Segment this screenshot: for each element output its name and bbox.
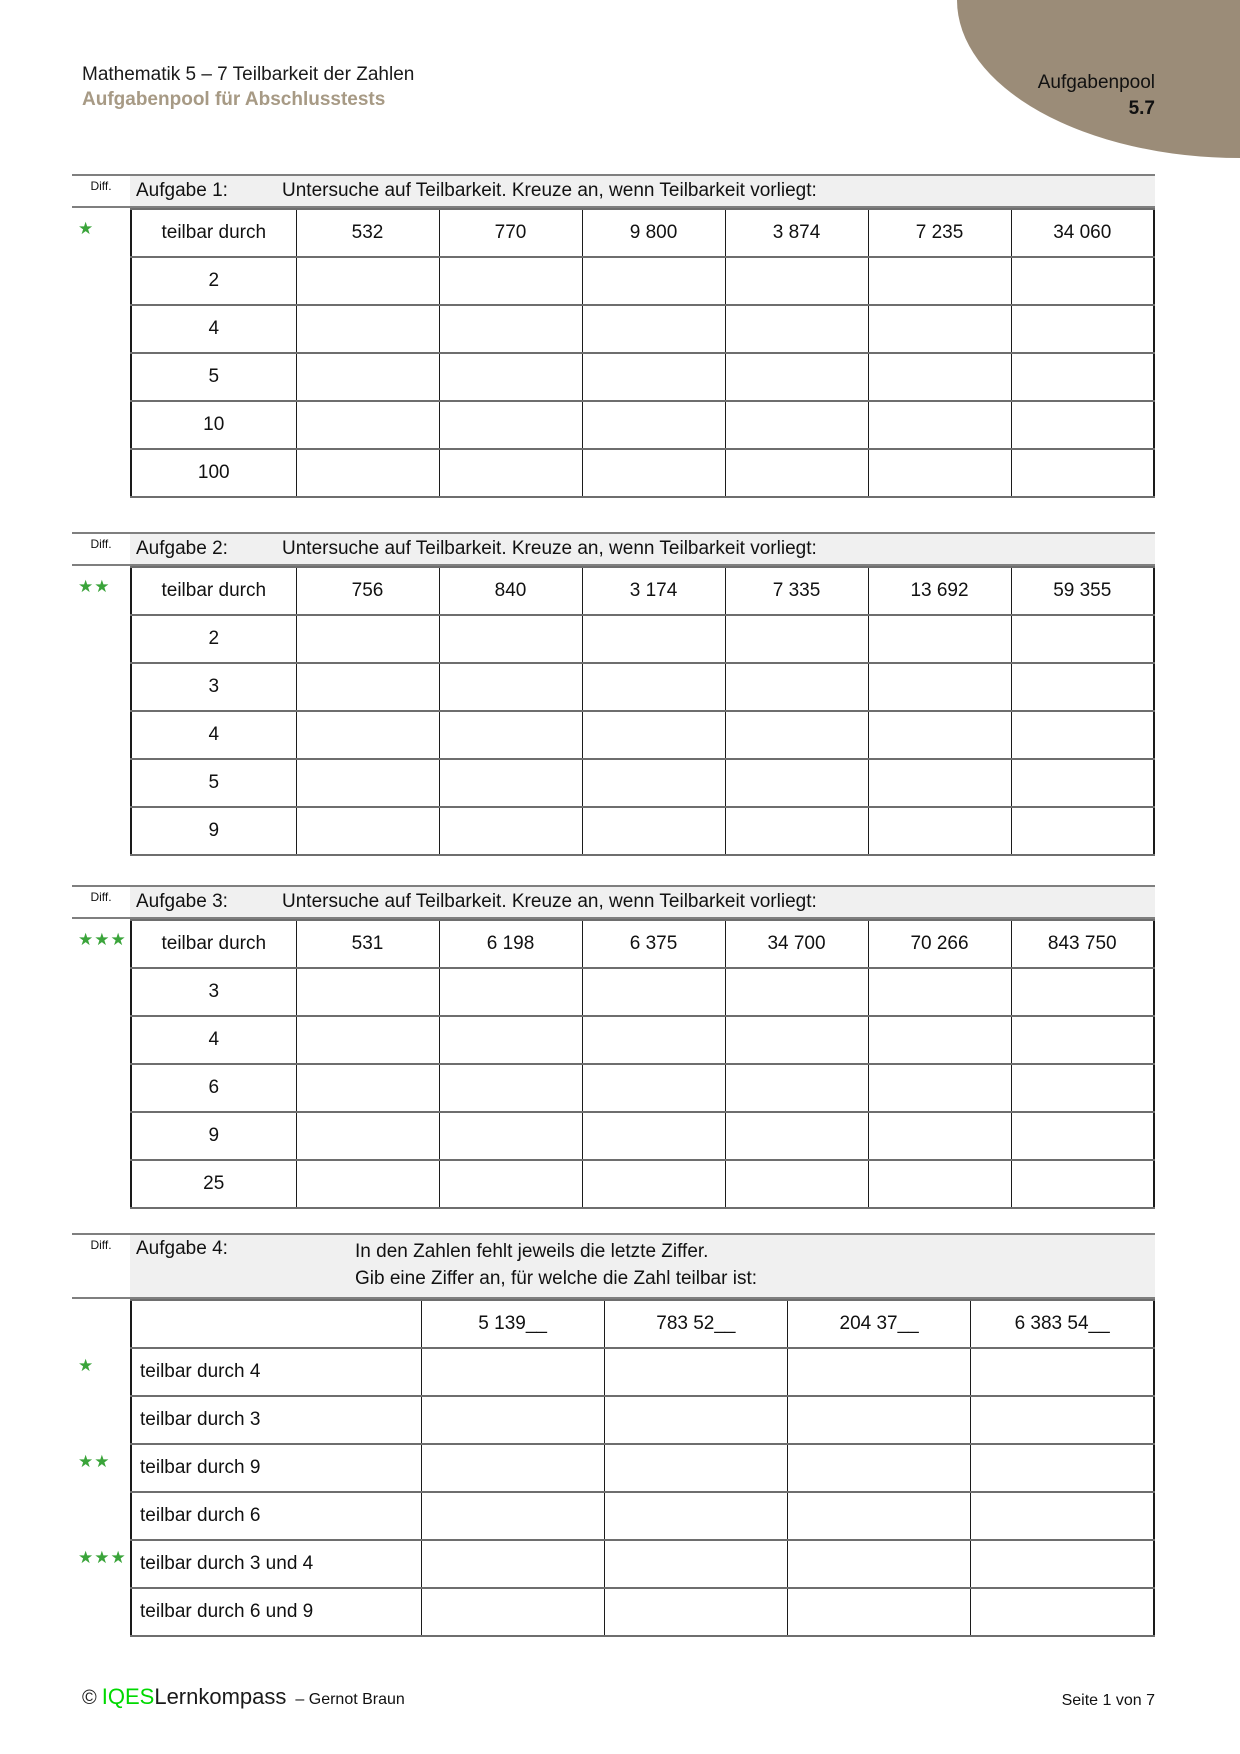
answer-cell — [971, 1444, 1154, 1492]
task-instruction — [355, 1238, 757, 1292]
number-header-cell: 59 355 — [1011, 567, 1154, 615]
number-header-cell: 783 52__ — [604, 1300, 787, 1348]
answer-cell — [296, 401, 439, 449]
answer-cell — [971, 1396, 1154, 1444]
answer-cell — [296, 663, 439, 711]
answer-cell — [439, 1160, 582, 1208]
answer-cell — [1011, 257, 1154, 305]
answer-cell — [296, 449, 439, 497]
diff-label: Diff. — [72, 887, 130, 917]
answer-cell — [439, 1064, 582, 1112]
answer-cell — [582, 257, 725, 305]
divisor-cell: 5 — [131, 759, 296, 807]
answer-cell — [725, 1112, 868, 1160]
answer-cell — [1011, 449, 1154, 497]
difficulty-stars: ★ — [78, 1356, 95, 1375]
answer-cell — [868, 711, 1011, 759]
page-title: Mathematik 5 – 7 Teilbarkeit der Zahlen — [82, 64, 415, 85]
divisor-cell: 2 — [131, 257, 296, 305]
row-label-cell: teilbar durch 9 — [131, 1444, 421, 1492]
answer-cell — [868, 807, 1011, 855]
number-header-cell: 6 383 54__ — [971, 1300, 1154, 1348]
task-1-header-band — [72, 174, 1155, 208]
answer-cell — [439, 711, 582, 759]
answer-cell — [296, 305, 439, 353]
diff-label: Diff. — [72, 1235, 130, 1297]
answer-cell — [788, 1396, 971, 1444]
answer-cell — [868, 1064, 1011, 1112]
row-label-cell: teilbar durch 3 und 4 — [131, 1540, 421, 1588]
difficulty-gutter — [72, 208, 130, 498]
answer-cell — [725, 759, 868, 807]
number-header-cell: 840 — [439, 567, 582, 615]
answer-cell — [439, 759, 582, 807]
divisor-cell: 4 — [131, 1016, 296, 1064]
answer-cell — [1011, 305, 1154, 353]
difficulty-stars: ★★★ — [78, 930, 127, 949]
answer-cell — [439, 1112, 582, 1160]
divisor-cell: 10 — [131, 401, 296, 449]
answer-cell — [725, 1064, 868, 1112]
answer-cell — [604, 1396, 787, 1444]
task-4-header-band — [72, 1233, 1155, 1299]
divisor-cell: 3 — [131, 663, 296, 711]
task-instruction: Untersuche auf Teilbarkeit. Kreuze an, wenn Teilbarkeit vorliegt: — [282, 538, 817, 559]
task-1-section — [72, 174, 1155, 498]
number-header-cell: 70 266 — [868, 920, 1011, 968]
difficulty-gutter — [72, 919, 130, 1209]
answer-cell — [296, 711, 439, 759]
answer-cell — [296, 1112, 439, 1160]
divisor-cell: 9 — [131, 807, 296, 855]
task-instruction: Untersuche auf Teilbarkeit. Kreuze an, wenn Teilbarkeit vorliegt: — [282, 891, 817, 912]
answer-cell — [1011, 968, 1154, 1016]
answer-cell — [788, 1588, 971, 1636]
answer-cell — [296, 1160, 439, 1208]
row-header-cell: teilbar durch — [131, 920, 296, 968]
row-label-cell: teilbar durch 3 — [131, 1396, 421, 1444]
answer-cell — [296, 615, 439, 663]
answer-cell — [1011, 615, 1154, 663]
brand-lernkompass: Lernkompass — [154, 1684, 287, 1709]
divisor-cell: 4 — [131, 305, 296, 353]
task-2-section — [72, 532, 1155, 856]
answer-cell — [421, 1444, 604, 1492]
answer-cell — [868, 353, 1011, 401]
divisor-cell: 6 — [131, 1064, 296, 1112]
corner-text — [1038, 70, 1155, 122]
corner-label: Aufgabenpool — [1037, 72, 1155, 93]
divisor-cell: 5 — [131, 353, 296, 401]
number-header-cell: 7 235 — [868, 209, 1011, 257]
answer-cell — [604, 1492, 787, 1540]
answer-cell — [582, 711, 725, 759]
answer-cell — [604, 1540, 787, 1588]
page-subtitle: Aufgabenpool für Abschlusstests — [82, 89, 386, 110]
task-4-section — [72, 1233, 1155, 1637]
answer-cell — [725, 711, 868, 759]
aufgabe-3-table — [130, 919, 1155, 1209]
answer-cell — [1011, 663, 1154, 711]
answer-cell — [868, 449, 1011, 497]
task-2-header-band — [72, 532, 1155, 566]
number-header-cell: 6 375 — [582, 920, 725, 968]
number-header-cell: 3 874 — [725, 209, 868, 257]
number-header-cell: 34 060 — [1011, 209, 1154, 257]
answer-cell — [421, 1396, 604, 1444]
task-3-header-band — [72, 885, 1155, 919]
number-header-cell: 3 174 — [582, 567, 725, 615]
copyright-icon: © — [82, 1687, 97, 1709]
answer-cell — [725, 353, 868, 401]
answer-cell — [725, 1160, 868, 1208]
answer-cell — [582, 1064, 725, 1112]
answer-cell — [725, 807, 868, 855]
answer-cell — [725, 615, 868, 663]
number-header-cell: 531 — [296, 920, 439, 968]
answer-cell — [868, 968, 1011, 1016]
answer-cell — [582, 449, 725, 497]
answer-cell — [439, 449, 582, 497]
answer-cell — [868, 1112, 1011, 1160]
number-header-cell: 34 700 — [725, 920, 868, 968]
answer-cell — [868, 257, 1011, 305]
number-header-cell: 532 — [296, 209, 439, 257]
answer-cell — [971, 1540, 1154, 1588]
answer-cell — [439, 1016, 582, 1064]
answer-cell — [439, 615, 582, 663]
answer-cell — [868, 1160, 1011, 1208]
number-header-cell: 9 800 — [582, 209, 725, 257]
answer-cell — [582, 353, 725, 401]
divisor-cell: 25 — [131, 1160, 296, 1208]
answer-cell — [725, 449, 868, 497]
page-number: Seite 1 von 7 — [1061, 1692, 1155, 1709]
answer-cell — [582, 1112, 725, 1160]
answer-cell — [439, 807, 582, 855]
answer-cell — [971, 1588, 1154, 1636]
answer-cell — [604, 1348, 787, 1396]
answer-cell — [1011, 1160, 1154, 1208]
answer-cell — [1011, 711, 1154, 759]
answer-cell — [296, 1064, 439, 1112]
author-name: – Gernot Braun — [295, 1691, 405, 1708]
difficulty-stars: ★ — [78, 219, 95, 238]
diff-label: Diff. — [72, 176, 130, 206]
answer-cell — [604, 1588, 787, 1636]
answer-cell — [725, 401, 868, 449]
answer-cell — [296, 1016, 439, 1064]
answer-cell — [421, 1588, 604, 1636]
task-3-section — [72, 885, 1155, 1209]
answer-cell — [439, 401, 582, 449]
number-header-cell: 204 37__ — [788, 1300, 971, 1348]
number-header-cell: 770 — [439, 209, 582, 257]
task-instruction: Untersuche auf Teilbarkeit. Kreuze an, wenn Teilbarkeit vorliegt: — [282, 180, 817, 201]
difficulty-stars: ★★ — [78, 1452, 111, 1471]
answer-cell — [421, 1492, 604, 1540]
divisor-cell: 100 — [131, 449, 296, 497]
answer-cell — [725, 1016, 868, 1064]
answer-cell — [1011, 1016, 1154, 1064]
answer-cell — [582, 401, 725, 449]
aufgabe-2-table — [130, 566, 1155, 856]
answer-cell — [582, 1160, 725, 1208]
aufgabe-1-table — [130, 208, 1155, 498]
answer-cell — [971, 1348, 1154, 1396]
answer-cell — [868, 401, 1011, 449]
answer-cell — [439, 353, 582, 401]
answer-cell — [868, 305, 1011, 353]
answer-cell — [725, 305, 868, 353]
answer-cell — [1011, 353, 1154, 401]
answer-cell — [868, 1016, 1011, 1064]
empty-corner-cell — [131, 1300, 421, 1348]
answer-cell — [439, 305, 582, 353]
answer-cell — [1011, 759, 1154, 807]
task-instruction-line-2: Gib eine Ziffer an, für welche die Zahl teilbar ist: — [355, 1268, 758, 1289]
aufgabe-4-table — [130, 1299, 1155, 1637]
answer-cell — [1011, 1064, 1154, 1112]
difficulty-gutter — [72, 1299, 130, 1637]
answer-cell — [788, 1348, 971, 1396]
answer-cell — [788, 1492, 971, 1540]
answer-cell — [788, 1540, 971, 1588]
number-header-cell: 843 750 — [1011, 920, 1154, 968]
answer-cell — [296, 807, 439, 855]
divisor-cell: 9 — [131, 1112, 296, 1160]
answer-cell — [788, 1444, 971, 1492]
answer-cell — [296, 353, 439, 401]
answer-cell — [971, 1492, 1154, 1540]
difficulty-stars: ★★ — [78, 577, 111, 596]
divisor-cell: 2 — [131, 615, 296, 663]
answer-cell — [296, 968, 439, 1016]
row-label-cell: teilbar durch 4 — [131, 1348, 421, 1396]
row-header-cell: teilbar durch — [131, 567, 296, 615]
difficulty-gutter — [72, 566, 130, 856]
task-label: Aufgabe 2: — [136, 538, 228, 559]
answer-cell — [582, 759, 725, 807]
task-label: Aufgabe 1: — [136, 180, 228, 201]
page-footer — [82, 1684, 1155, 1710]
divisor-cell: 4 — [131, 711, 296, 759]
answer-cell — [868, 615, 1011, 663]
answer-cell — [439, 663, 582, 711]
diff-label: Diff. — [72, 534, 130, 564]
answer-cell — [1011, 401, 1154, 449]
number-header-cell: 5 139__ — [421, 1300, 604, 1348]
row-label-cell: teilbar durch 6 — [131, 1492, 421, 1540]
answer-cell — [582, 305, 725, 353]
answer-cell — [725, 968, 868, 1016]
answer-cell — [1011, 807, 1154, 855]
answer-cell — [1011, 1112, 1154, 1160]
answer-cell — [421, 1348, 604, 1396]
number-header-cell: 6 198 — [439, 920, 582, 968]
answer-cell — [439, 968, 582, 1016]
number-header-cell: 756 — [296, 567, 439, 615]
difficulty-stars: ★★★ — [78, 1548, 127, 1567]
doc-header — [82, 62, 414, 112]
answer-cell — [582, 615, 725, 663]
brand-iqes: IQES — [101, 1684, 155, 1709]
answer-cell — [439, 257, 582, 305]
answer-cell — [604, 1444, 787, 1492]
answer-cell — [725, 257, 868, 305]
answer-cell — [296, 257, 439, 305]
answer-cell — [421, 1540, 604, 1588]
answer-cell — [582, 807, 725, 855]
brand-logo — [82, 1684, 405, 1710]
answer-cell — [582, 1016, 725, 1064]
answer-cell — [582, 663, 725, 711]
answer-cell — [868, 759, 1011, 807]
task-instruction-line-1: In den Zahlen fehlt jeweils die letzte Ziffer. — [355, 1241, 709, 1262]
task-label: Aufgabe 3: — [136, 891, 228, 912]
task-label: Aufgabe 4: — [136, 1238, 228, 1259]
row-label-cell: teilbar durch 6 und 9 — [131, 1588, 421, 1636]
number-header-cell: 13 692 — [868, 567, 1011, 615]
answer-cell — [868, 663, 1011, 711]
row-header-cell: teilbar durch — [131, 209, 296, 257]
corner-number: 5.7 — [1128, 98, 1155, 119]
answer-cell — [296, 759, 439, 807]
answer-cell — [725, 663, 868, 711]
number-header-cell: 7 335 — [725, 567, 868, 615]
divisor-cell: 3 — [131, 968, 296, 1016]
answer-cell — [582, 968, 725, 1016]
